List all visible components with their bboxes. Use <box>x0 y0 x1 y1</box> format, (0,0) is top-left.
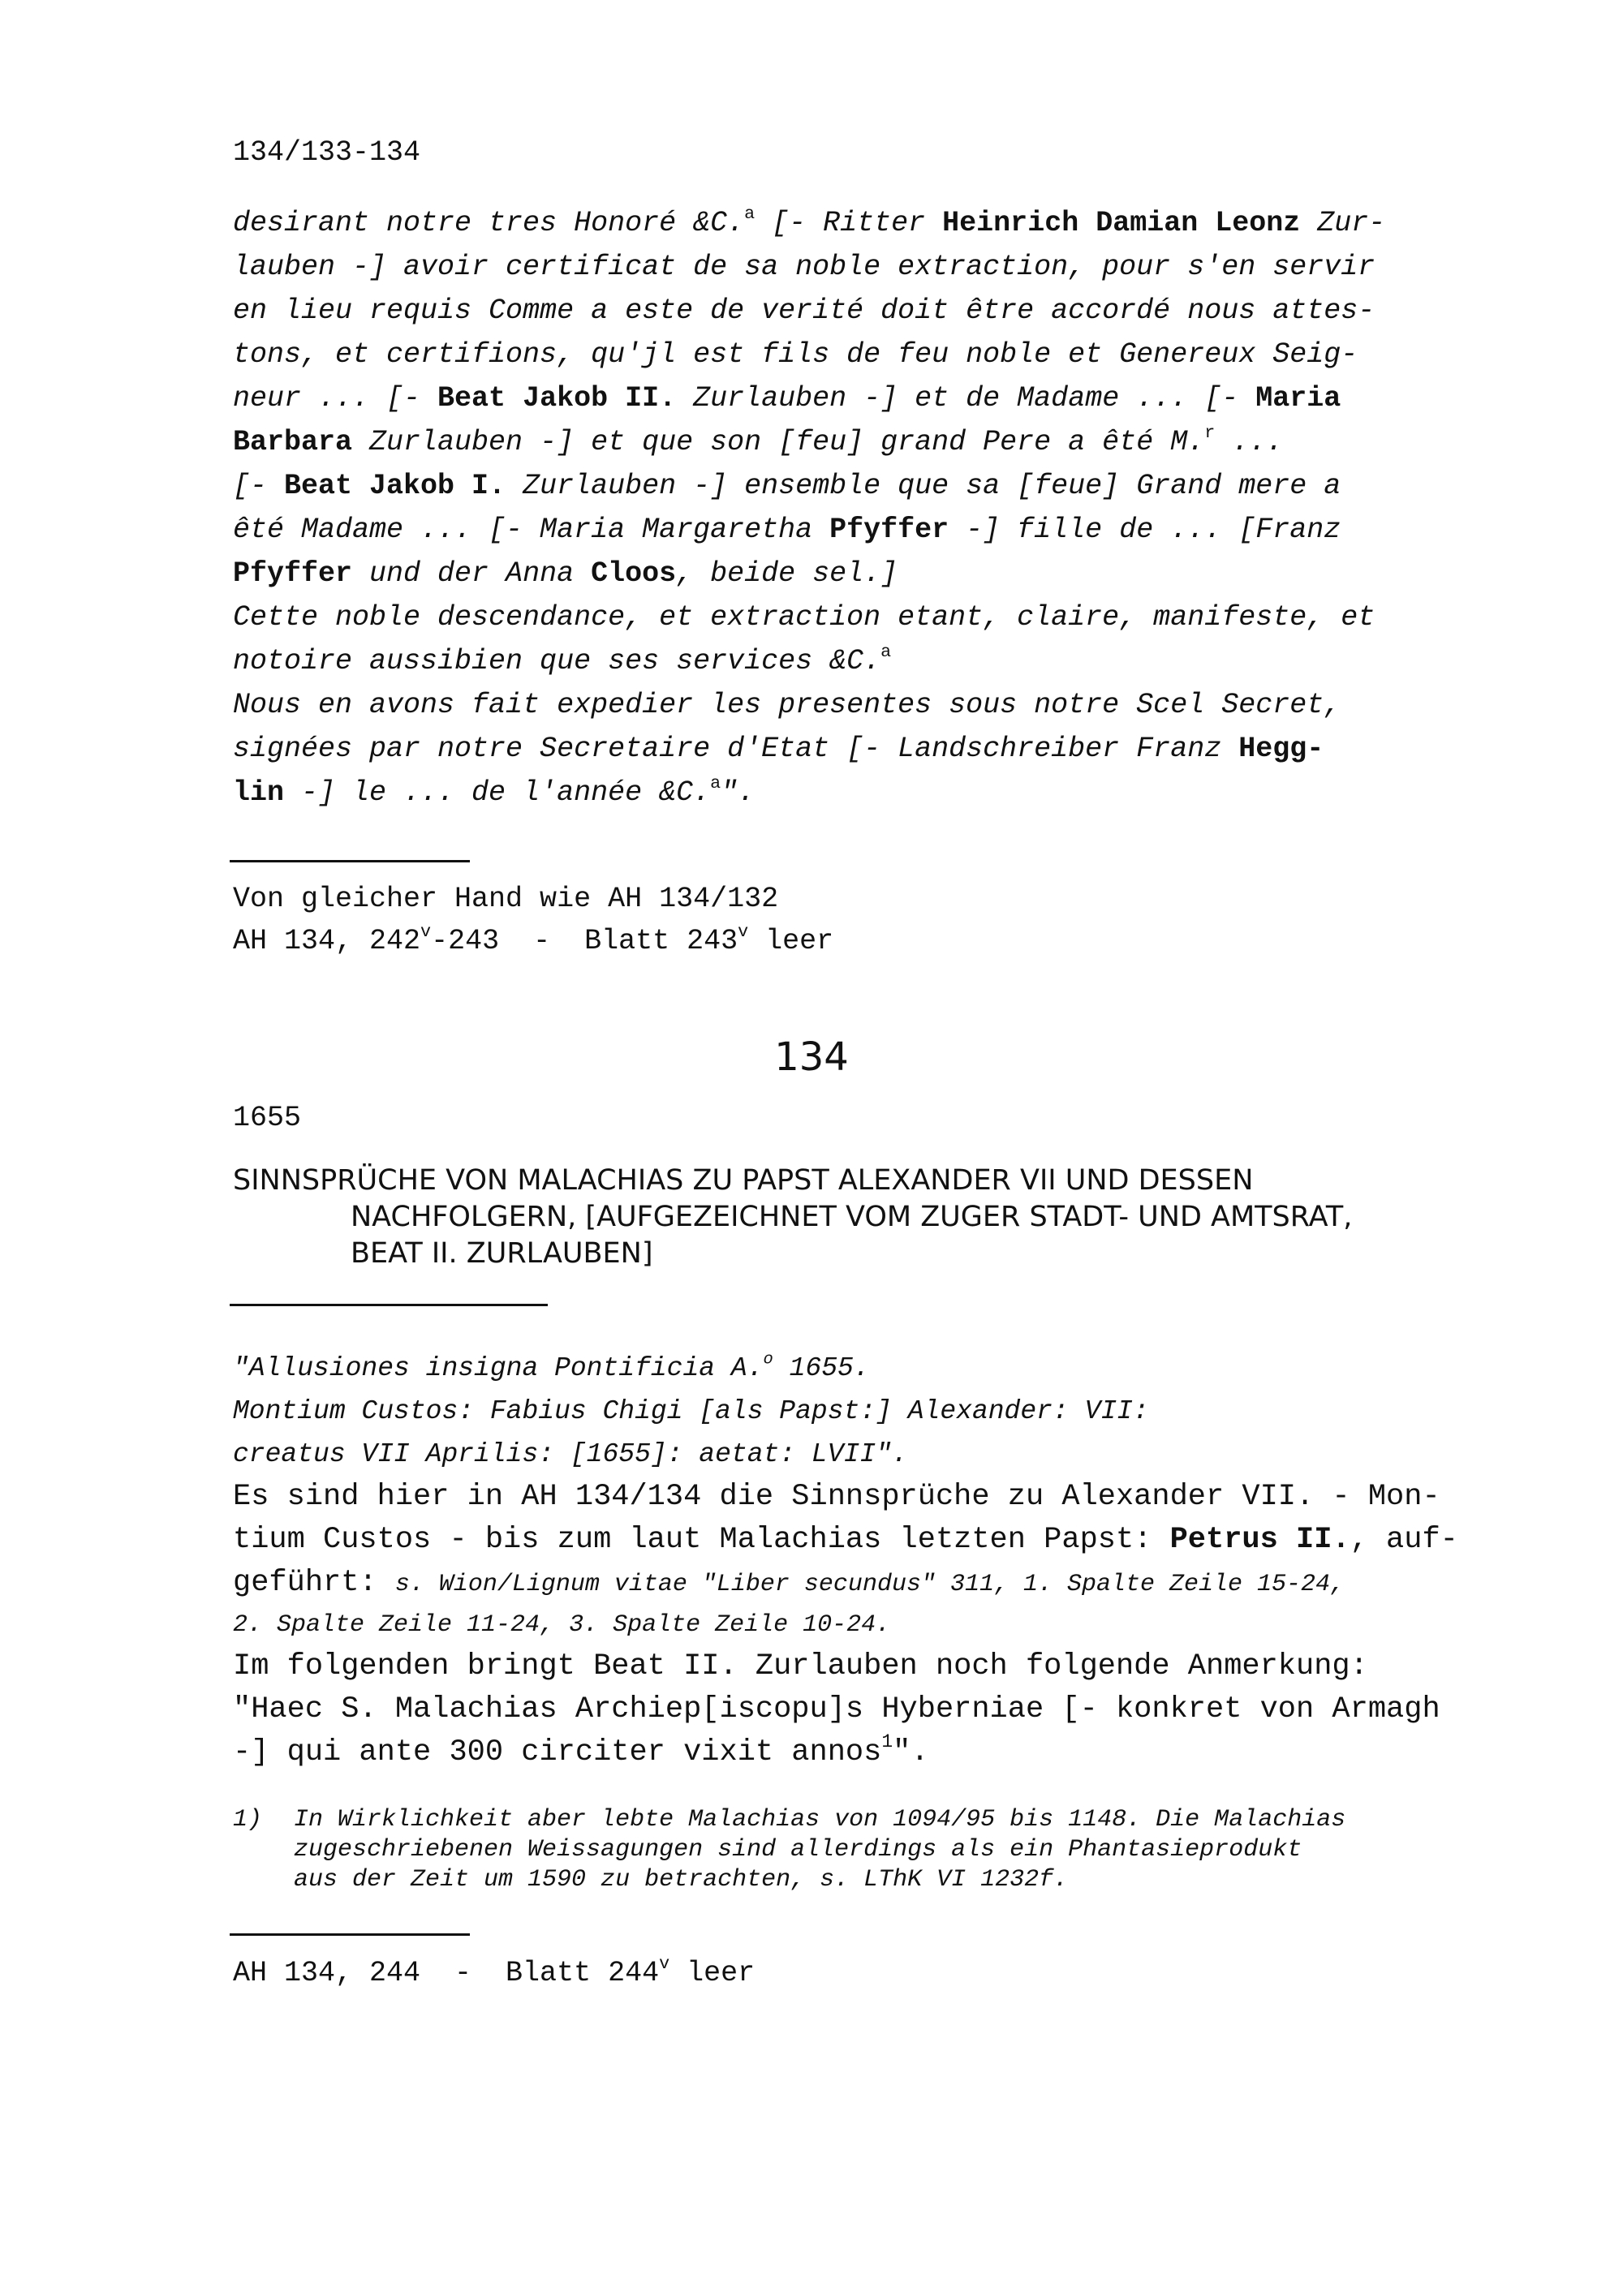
text-run: leer <box>669 1957 756 1989</box>
letter-line <box>233 508 1485 552</box>
bold-text: Pfyffer <box>233 557 353 590</box>
letter-line <box>233 771 1485 815</box>
italic-text: Nous en avons fait expedier les presentes sous notre Scel Secret, <box>233 689 1341 721</box>
superscript: r <box>1204 422 1216 443</box>
italic-text: neur ... [- <box>233 382 438 415</box>
quote-line: "Allusiones insigna Pontificia A.$^o$ 1655. <box>233 1350 870 1383</box>
letter-line <box>233 376 1485 420</box>
superscript: a <box>710 772 721 793</box>
bold-text: Cloos <box>591 557 677 590</box>
italic-text: -] fille de ... [Franz <box>949 514 1341 546</box>
italic-text: Zur- <box>1300 207 1386 239</box>
superscript: v <box>659 1953 670 1974</box>
letter-line <box>233 201 1485 245</box>
footnote-line: aus der Zeit um 1590 zu betrachten, s. LThK VI 1232f. <box>294 1866 1069 1894</box>
italic-text: notoire aussibien que ses services &C. <box>233 645 881 677</box>
footnote-number: 1) <box>233 1806 263 1834</box>
letter-line <box>233 639 1485 683</box>
document-title <box>233 1163 1485 1272</box>
italic-text: Zurlauben -] et que son [feu] grand Pere a êté M. <box>352 426 1205 458</box>
italic-text: Zurlauben -] ensemble que sa [feue] Grand mere a <box>506 470 1341 502</box>
body-line: Es sind hier in AH 134/134 die Sinnsprüche zu Alexander VII. - Mon- <box>233 1480 1440 1514</box>
letter-line <box>233 464 1485 508</box>
title-line: BEAT II. ZURLAUBEN] <box>351 1237 653 1270</box>
document-number: 134 <box>774 1034 849 1080</box>
superscript: v <box>738 921 749 942</box>
italic-text: êté Madame ... [- Maria Margaretha <box>233 514 830 546</box>
document-date: 1655 <box>233 1102 302 1134</box>
footnote-line: In Wirklichkeit aber lebte Malachias von 1094/95 bis 1148. Die Malachias <box>294 1806 1346 1834</box>
footnote-text <box>294 1805 1485 1895</box>
bold-text: Maria <box>1255 382 1341 415</box>
footnote-line: zugeschriebenen Weissagungen sind allerdings als ein Phantasieprodukt <box>294 1836 1302 1864</box>
bold-text: Barbara <box>233 426 353 458</box>
quote-line: Montium Custos: Fabius Chigi [als Papst:] Alexander: VII: <box>233 1396 1149 1426</box>
letter-line <box>233 727 1485 771</box>
section-divider <box>230 1933 470 1936</box>
italic-text: ... <box>1215 426 1284 458</box>
italic-text: und der Anna <box>352 557 592 590</box>
letter-line <box>233 245 1485 289</box>
letter-text-block <box>233 201 1485 815</box>
bold-text: Hegg- <box>1238 733 1324 765</box>
text-run: leer <box>748 925 834 957</box>
source-note <box>233 878 1485 962</box>
source-note <box>233 1953 1485 1989</box>
italic-text: [- Ritter <box>755 207 943 239</box>
letter-line <box>233 552 1485 595</box>
superscript: v <box>420 921 432 942</box>
italic-text: [- <box>233 470 285 502</box>
source-note-line <box>233 920 1485 962</box>
header-reference: 134/133-134 <box>233 136 421 169</box>
section-divider <box>230 1304 548 1306</box>
letter-line <box>233 289 1485 333</box>
text-run: AH 134, 244 - Blatt 244 <box>233 1957 660 1989</box>
body-line: geführt: s. Wion/Lignum vitae "Liber secundus" 311, 1. Spalte Zeile 15-24, <box>233 1566 1345 1600</box>
source-note-line: Von gleicher Hand wie AH 134/132 <box>233 883 779 915</box>
title-line: NACHFOLGERN, [AUFGEZEICHNET VOM ZUGER STADT- UND AMTSRAT, <box>351 1201 1353 1233</box>
italic-text: -] le ... de l'année &C. <box>284 776 711 809</box>
body-line: Im folgenden bringt Beat II. Zurlauben noch folgende Anmerkung: <box>233 1649 1368 1683</box>
superscript: a <box>880 641 892 662</box>
superscript: a <box>744 203 756 224</box>
body-line: tium Custos - bis zum laut Malachias letzten Papst: Petrus II., auf- <box>233 1523 1458 1557</box>
text-run: AH 134, 242 <box>233 925 421 957</box>
body-line: -] qui ante 300 circiter vixit annos$^1$". <box>233 1731 929 1769</box>
letter-line <box>233 420 1485 464</box>
letter-line <box>233 683 1485 727</box>
italic-text: Cette noble descendance, et extraction etant, claire, manifeste, et <box>233 601 1375 634</box>
bold-text: Pfyffer <box>829 514 949 546</box>
body-line: "Haec S. Malachias Archiep[iscopu]s Hyberniae [- konkret von Armagh <box>233 1692 1440 1726</box>
letter-line <box>233 333 1485 376</box>
bold-text: Beat Jakob I. <box>284 470 506 502</box>
text-run: -243 - Blatt 243 <box>431 925 738 957</box>
body-reference-line: 2. Spalte Zeile 11-24, 3. Spalte Zeile 10-24. <box>233 1611 891 1639</box>
title-line: SINNSPRÜCHE VON MALACHIAS ZU PAPST ALEXANDER VII UND DESSEN <box>233 1164 1254 1197</box>
italic-text: desirant notre tres Honoré &C. <box>233 207 745 239</box>
italic-text: lauben -] avoir certificat de sa noble extraction, pour s'en servir <box>233 251 1375 283</box>
document-body <box>233 1347 1485 1774</box>
italic-text: signées par notre Secretaire d'Etat [- Landschreiber Franz <box>233 733 1239 765</box>
italic-text: Zurlauben -] et de Madame ... [- <box>676 382 1256 415</box>
italic-text: , beide sel.] <box>676 557 898 590</box>
bold-text: Heinrich Damian Leonz <box>942 207 1301 239</box>
letter-line <box>233 595 1485 639</box>
footnote <box>233 1805 1485 1895</box>
section-divider <box>230 860 470 862</box>
bold-text: Beat Jakob II. <box>437 382 677 415</box>
quote-line: creatus VII Aprilis: [1655]: aetat: LVII". <box>233 1439 908 1469</box>
italic-text: ". <box>721 776 756 809</box>
italic-text: tons, et certifions, qu'jl est fils de feu noble et Genereux Seig- <box>233 338 1358 371</box>
bold-text: lin <box>233 776 285 809</box>
italic-text: en lieu requis Comme a este de verité doit être accordé nous attes- <box>233 295 1375 327</box>
